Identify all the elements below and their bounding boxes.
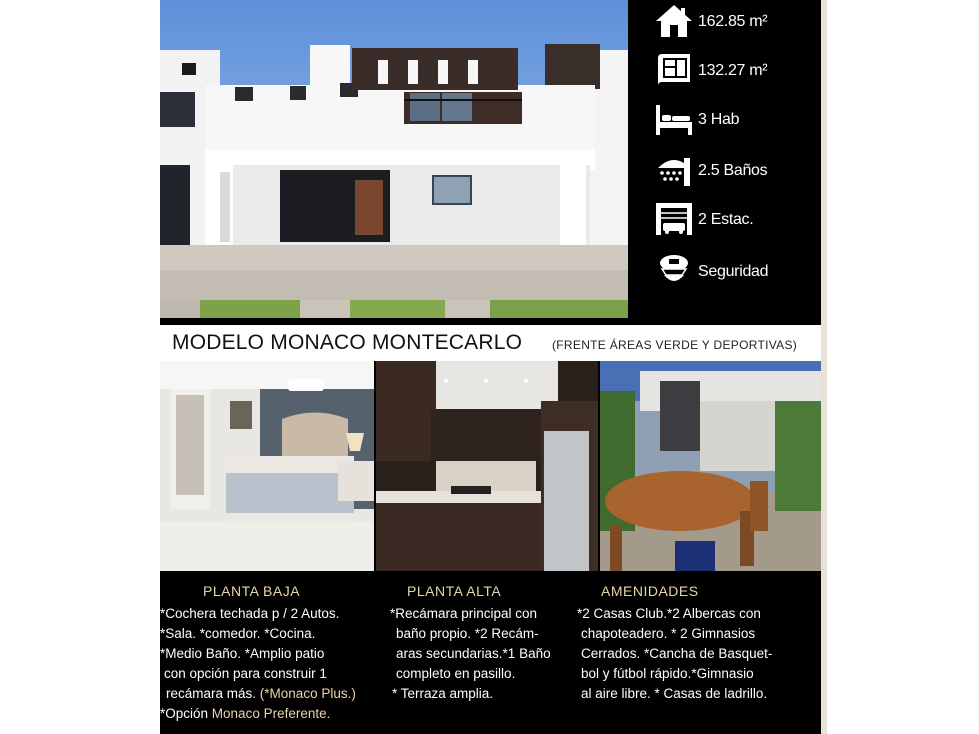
- amenidades-text: [577, 604, 772, 704]
- text-line: * Terraza amplia.: [392, 686, 494, 701]
- planta-alta-text: [390, 604, 551, 704]
- text-line: *Opción: [160, 706, 209, 721]
- guard-cap-icon: [654, 253, 694, 289]
- model-subtitle: (FRENTE ÁREAS VERDE Y DEPORTIVAS): [552, 338, 798, 352]
- amenidades-heading: AMENIDADES: [601, 583, 699, 599]
- text-line: *Sala. *comedor. *Cocina.: [160, 626, 316, 641]
- feature-text: 132.27 m²: [698, 62, 768, 79]
- bedroom-photo: [160, 361, 374, 571]
- page-edge-strip: [821, 0, 827, 734]
- text-line: [160, 684, 356, 704]
- floorplan-icon: [654, 52, 694, 88]
- planta-alta-heading: PLANTA ALTA: [407, 583, 502, 599]
- model-title: MODELO MONACO MONTECARLO: [172, 331, 523, 354]
- text-line: *Recámara principal con: [390, 606, 538, 621]
- model-title-bar: [160, 325, 821, 361]
- feature-built-area: [654, 52, 814, 92]
- bed-icon: [654, 101, 694, 137]
- monaco-preferente-highlight: Monaco Preferente.: [211, 706, 331, 721]
- feature-text: 2 Estac.: [698, 211, 754, 228]
- feature-security: [654, 253, 814, 293]
- planta-baja-text: [160, 604, 356, 724]
- text-line: *Medio Baño. *Amplio patio: [160, 646, 325, 661]
- feature-parking: [654, 201, 814, 241]
- feature-lot-area: [654, 3, 814, 43]
- text-line: *Cochera techada p / 2 Autos.: [160, 606, 340, 621]
- text-line: chapoteadero. * 2 Gimnasios: [581, 626, 756, 641]
- feature-text: 2.5 Baños: [698, 162, 768, 179]
- text-line: aras secundarias.*1 Baño: [396, 646, 551, 661]
- text-line: Cerrados. *Cancha de Basquet-: [581, 646, 773, 661]
- monaco-plus-highlight: (*Monaco Plus.): [259, 686, 356, 701]
- feature-text: 3 Hab: [698, 111, 740, 128]
- text-line: baño propio. *2 Recám-: [396, 626, 539, 641]
- feature-bedrooms: [654, 101, 814, 141]
- planta-baja-heading: PLANTA BAJA: [203, 583, 301, 599]
- text-line: [160, 704, 356, 724]
- feature-bathrooms: [654, 152, 814, 192]
- text-line: completo en pasillo.: [396, 666, 516, 681]
- text-line: con opción para construir 1: [164, 666, 327, 681]
- flyer: [160, 0, 821, 734]
- text-line: recámara más.: [166, 686, 257, 701]
- kitchen-photo: [376, 361, 598, 571]
- shower-icon: [654, 152, 694, 188]
- text-line: *2 Casas Club.*2 Albercas con: [577, 606, 761, 621]
- text-line: bol y fútbol rápido.*Gimnasio: [581, 666, 754, 681]
- house-icon: [654, 3, 694, 39]
- text-line: al aire libre. * Casas de ladrillo.: [581, 686, 768, 701]
- garage-icon: [654, 201, 694, 237]
- patio-photo: [600, 361, 821, 571]
- house-facade-photo: [160, 0, 628, 318]
- feature-text: Seguridad: [698, 263, 769, 280]
- feature-text: 162.85 m²: [698, 13, 768, 30]
